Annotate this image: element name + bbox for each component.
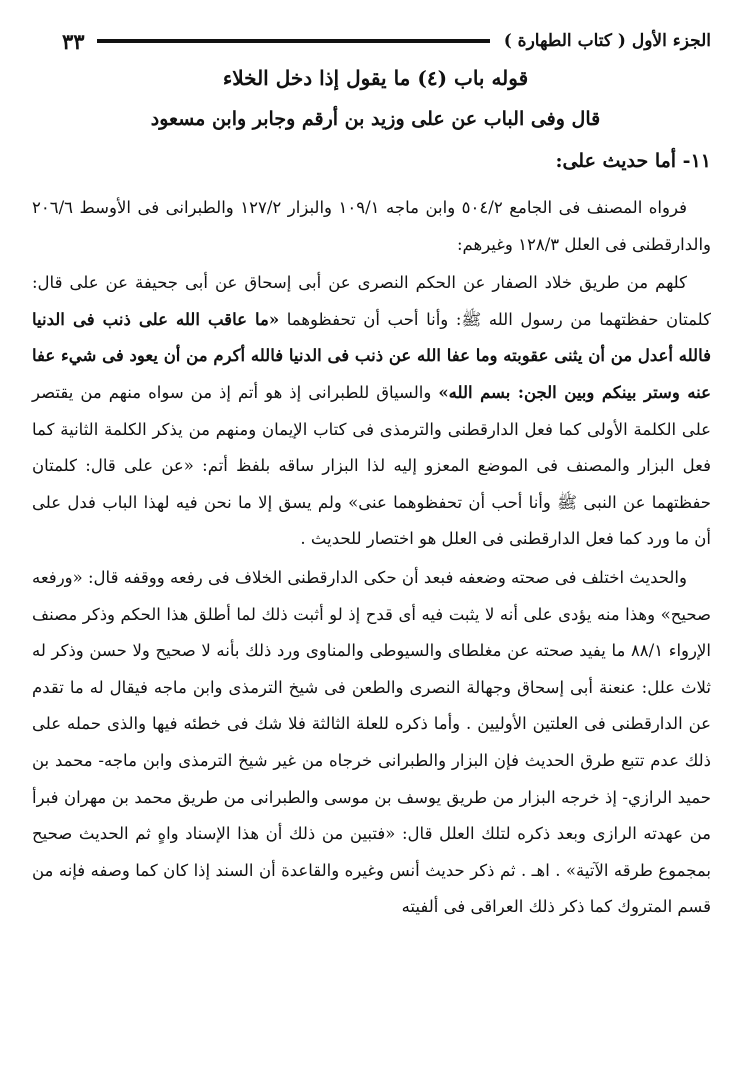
page-header	[62, 24, 711, 58]
chapter-title: قوله باب (٤) ما يقول إذا دخل الخلاء	[222, 66, 529, 90]
paragraph-chain	[32, 265, 711, 558]
running-title: الجزء الأول ( كتاب الطهارة )	[503, 31, 711, 51]
chain-intro: كلهم من طريق خلاد الصفار عن الحكم النصرى عن أبى إسحاق عن أبى جحيفة عن على قال: كلمتان حفظتهما من رسول الله ﷺ: وأنا أحب أن تحفظوهما	[32, 273, 711, 329]
section-heading: ١١- أما حديث على:	[555, 150, 711, 172]
paragraph-grading: والحديث اختلف فى صحته وضعفه فبعد أن حكى الدارقطنى الخلاف فى رفعه ووقفه قال: «ورفعه صحيح» وهذا منه يؤدى على أنه لا يثبت فيه أى قدح إذ لو أثبت ذلك لما أطلق هذا الحكم وذكر مصنف الإرواء ٨٨/١ ما يفيد صحته عن مغلطاى والسيوطى والمناوى ورد ذلك بأنه لا صحيح ولا حسن وذكر له ثلاث علل: عنعنة أبى إسحاق وجهالة النصرى والطعن فى شيخ الترمذى وابن ماجه فيقال له ما تقدم عن الدارقطنى فى العلتين الأوليين . وأما ذكره للعلة الثالثة فلا شك فى خطئه فيها والذى حمله على ذلك عدم تتبع طرق الحديث فإن البزار والطبرانى خرجاه من غير شيخ الترمذى وابن ماجه- محمد بن حميد الرازي- إذ خرجه البزار من طريق يوسف بن موسى والطبرانى من طريق محمد بن مهران فبرأ من عهدته الرازى وبعد ذكره لتلك العلل قال: «فتبين من ذلك أن هذا الإسناد واهٍ ثم الحديث صحيح بمجموع طرقه الآتية» . اهـ . ثم ذكر حديث أنس وغيره والقاعدة أن السند إذا كان كما وصفه فإنه من قسم المتروك كما ذكر ذلك العراقى فى ألفيته	[32, 567, 711, 917]
page-number: ٣٣	[62, 28, 85, 54]
hadith-text: «ما عاقب الله على ذنب فى الدنيا فالله أعدل من أن يثنى عقوبته وما عفا الله عن ذنب فى الدنيا فالله أكرم من أن يعود فى شيء عفا عنه وستر بينكم وبين الجن: بسم الله»	[32, 309, 711, 402]
body-text	[32, 190, 711, 1050]
chapter-subtitle: قال وفى الباب عن على وزيد بن أرقم وجابر وابن مسعود	[150, 108, 601, 130]
paragraph-sources: فرواه المصنف فى الجامع ٥٠٤/٢ وابن ماجه ١٠٩/١ والبزار ١٢٧/٢ والطبرانى فى الأوسط ٢٠٦/٦ والدارقطنى فى العلل ١٢٨/٣ وغيرهم:	[32, 198, 711, 254]
chain-commentary: والسياق للطبرانى إذ هو أتم إذ من سواه منهم من يقتصر على الكلمة الأولى كما فعل الدارقطنى والترمذى فى كتاب الإيمان ومنهم من يذكر الكلمة الثانية كما فعل البزار والمصنف فى الموضع المعزو إليه لذا البزار ساقه بلفظ أتم: «عن على قال: كلمتان حفظتهما عن النبى ﷺ وأنا أحب أن تحفظوهما عنى» ولم يسق إلا ما نحن فيه لهذا الباب فدل على أن ما ورد كما فعل الدارقطنى فى العلل هو اختصار للحديث .	[32, 382, 711, 549]
header-rule	[97, 39, 490, 43]
